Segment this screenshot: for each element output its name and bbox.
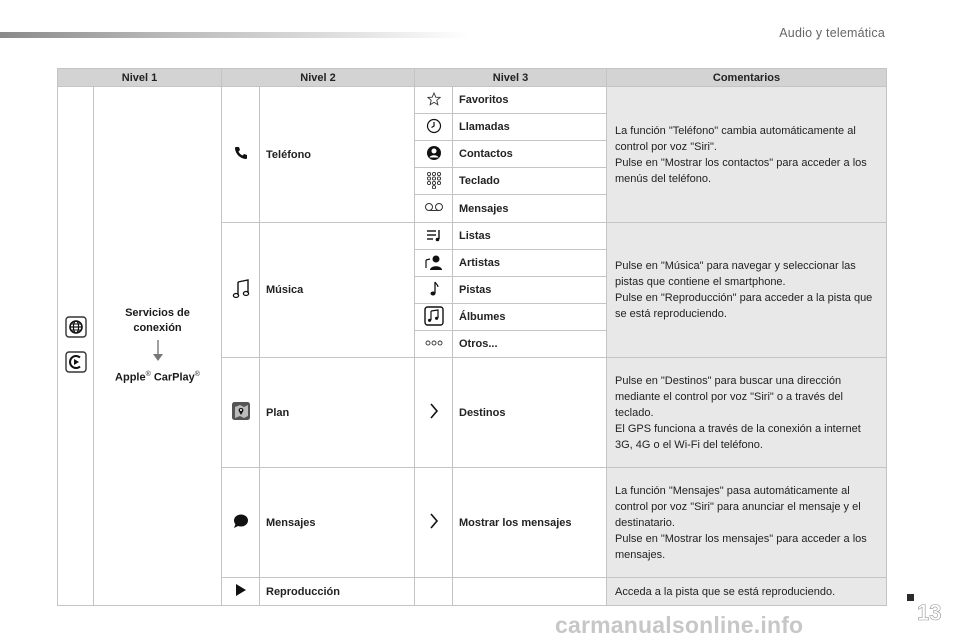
level3-teclado: Teclado [453, 168, 607, 195]
comment-plan: Pulse en "Destinos" para buscar una dirección mediante el control por voz "Siri" o a través del teclado. El GPS funciona a través de la conexión a internet 3G, 4G o el Wi-Fi del teléfono. [607, 358, 887, 468]
comment-musica: Pulse en "Música" para navegar y seleccionar las pistas que contiene el smartphone. Pulse en "Reproducción" para acceder a la pista que se está reproduciendo. [607, 223, 887, 358]
speech-bubble-icon [222, 468, 260, 578]
comment-telefono: La función "Teléfono" cambia automáticamente al control por voz "Siri". Pulse en "Mostrar los contactos" para acceder a los menús del teléfono. [607, 87, 887, 223]
level3-artistas: Artistas [453, 250, 607, 277]
carplay-icon [65, 351, 87, 376]
phone-icon [222, 87, 260, 223]
level2-mensajes: Mensajes [260, 468, 415, 578]
map-icon [222, 358, 260, 468]
comment-reproduccion: Acceda a la pista que se está reproduciendo. [607, 578, 887, 606]
comment-mensajes: La función "Mensajes" pasa automáticamente al control por voz "Siri" para anunciar el mensaje y el destinatario. Pulse en "Mostrar los mensajes" para acceder a los mensajes. [607, 468, 887, 578]
table-row [58, 87, 887, 114]
chevron-right-icon [415, 468, 453, 578]
arrow-down-icon [152, 340, 164, 365]
page-number: 13 [917, 600, 942, 625]
level3-destinos: Destinos [453, 358, 607, 468]
level2-plan: Plan [260, 358, 415, 468]
note-icon [415, 277, 453, 304]
level3-llamadas: Llamadas [453, 114, 607, 141]
level3-pistas: Pistas [453, 277, 607, 304]
level3-listas: Listas [453, 223, 607, 250]
play-icon [222, 578, 260, 606]
empty-cell [415, 578, 453, 606]
level3-otros: Otros... [453, 331, 607, 358]
level1-label-cell [94, 87, 222, 606]
chevron-right-icon [415, 358, 453, 468]
level2-reproduccion: Reproducción [260, 578, 415, 606]
contact-icon [415, 141, 453, 168]
level2-musica: Música [260, 223, 415, 358]
header-nivel-3: Nivel 3 [415, 69, 607, 87]
page-marker [907, 594, 914, 601]
header-nivel-1: Nivel 1 [58, 69, 222, 87]
globe-icon [65, 316, 87, 341]
level1-icons-cell [58, 87, 94, 606]
album-icon [415, 304, 453, 331]
more-icon [415, 331, 453, 358]
voicemail-icon [415, 195, 453, 223]
artist-icon [415, 250, 453, 277]
keypad-icon [415, 168, 453, 195]
clock-icon [415, 114, 453, 141]
level3-contactos: Contactos [453, 141, 607, 168]
level3-favoritos: Favoritos [453, 87, 607, 114]
menu-levels-table [57, 68, 887, 606]
music-note-icon [222, 223, 260, 358]
level1-label-line1: Servicios de [125, 307, 190, 320]
table-header-row [58, 69, 887, 87]
level1-sublabel: Apple® CarPlay® [115, 371, 200, 384]
empty-cell [453, 578, 607, 606]
level1-label-line2: conexión [133, 322, 182, 335]
level3-mostrar-mensajes: Mostrar los mensajes [453, 468, 607, 578]
header-gradient-bar [0, 32, 470, 38]
header-comentarios: Comentarios [607, 69, 887, 87]
playlist-icon [415, 223, 453, 250]
level2-telefono: Teléfono [260, 87, 415, 223]
watermark: carmanualsonline.info [555, 612, 804, 638]
header-nivel-2: Nivel 2 [222, 69, 415, 87]
section-title: Audio y telemática [779, 26, 885, 40]
level3-albumes: Álbumes [453, 304, 607, 331]
level3-mensajes: Mensajes [453, 195, 607, 223]
star-icon [415, 87, 453, 114]
